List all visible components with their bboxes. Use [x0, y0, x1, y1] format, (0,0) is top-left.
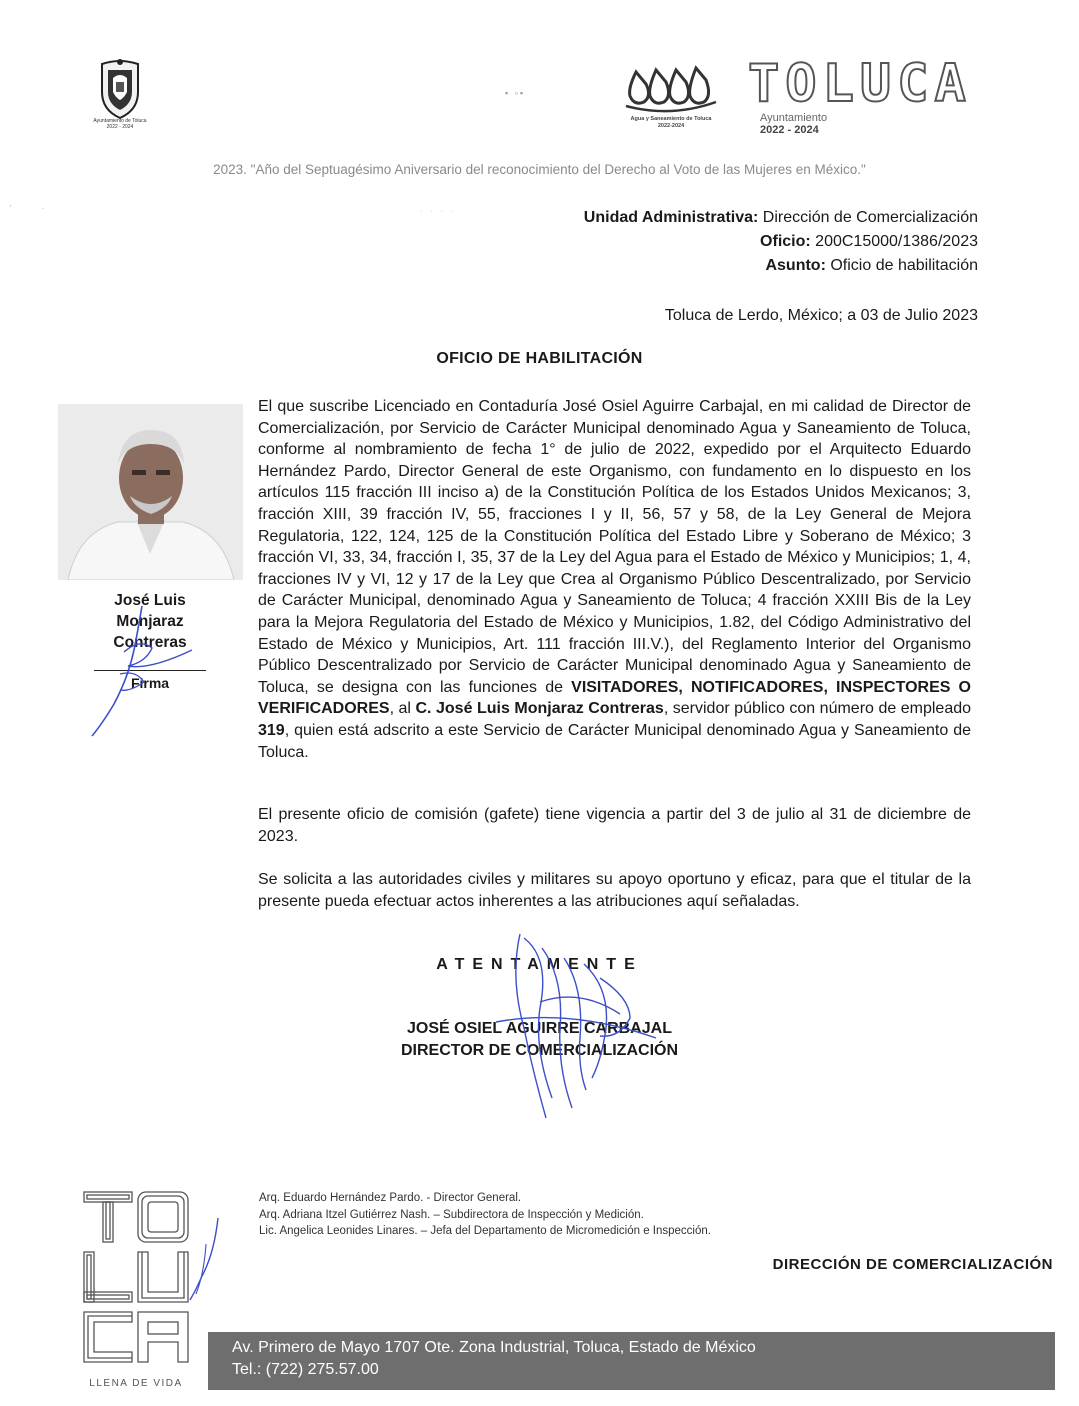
toluca-ayuntamiento-text: Ayuntamiento	[760, 112, 828, 124]
employee-photo	[58, 404, 243, 580]
footer-department: DIRECCIÓN DE COMERCIALIZACIÓN	[772, 1256, 1053, 1273]
oficio-row	[584, 230, 978, 254]
employee-portrait-icon	[58, 404, 243, 580]
signer-name: JOSÉ OSIEL AGUIRRE CARBAJAL	[407, 1020, 672, 1037]
cc-item: Arq. Adriana Itzel Gutiérrez Nash. – Subdirectora de Inspección y Medición.	[259, 1208, 644, 1221]
scan-mark-left: ' ·	[10, 204, 59, 213]
toluca-footer-logo	[80, 1188, 192, 1394]
unit-value: Dirección de Comercialización	[762, 209, 978, 226]
unit-row	[584, 206, 978, 230]
body-p1-employee-name: C. José Luis Monjaraz Contreras	[415, 700, 664, 718]
cc-list	[259, 1190, 711, 1240]
oficio-label: Oficio:	[760, 233, 811, 250]
water-drops-icon	[616, 62, 726, 114]
asunto-row	[584, 254, 978, 278]
body-paragraph-2: El presente oficio de comisión (gafete) tiene vigencia a partir del 3 de julio al 31 de diciembre de 2023.	[258, 806, 971, 845]
ayuntamiento-shield-logo	[80, 58, 160, 136]
agua-caption-line2: 2022-2024	[657, 123, 685, 129]
shield-emblem-icon	[80, 58, 160, 120]
body-p1-employee-number: 319	[258, 721, 285, 739]
toluca-header-logo	[748, 56, 988, 137]
place-date: Toluca de Lerdo, México; a 03 de Julio 2023	[664, 307, 978, 324]
body-p1-text-d: , quien está adscrito a este Servicio de Carácter Municipal denominado Agua y Saneamiento de Toluca.	[258, 721, 971, 761]
toluca-footer-wordmark-icon	[80, 1188, 192, 1374]
body-paragraph-3: Se solicita a las autoridades civiles y militares su apoyo oportuno y eficaz, para que el titular de la presente pueda efectuar actos inherentes a las atribuciones aquí señaladas.	[258, 871, 971, 910]
unit-label: Unidad Administrativa:	[583, 209, 759, 226]
year-motto: 2023. "Año del Septuagésimo Aniversario del reconocimiento del Derecho al Voto de las Mujeres en México."	[213, 162, 866, 177]
body-p1-roles: VISITADORES, NOTIFICADORES, INSPECTORES O VERIFICADORES	[258, 678, 972, 718]
shield-caption-line1: Ayuntamiento de Toluca	[93, 118, 147, 124]
employee-name-line2: Monjaraz	[116, 613, 184, 630]
oficio-value: 200C15000/1386/2023	[815, 233, 978, 250]
scan-speck: ▪ ▫▪	[505, 88, 526, 98]
toluca-years-text: 2022 - 2024	[760, 124, 819, 136]
firma-label: Firma	[130, 675, 170, 691]
employee-name-line1: José Luis	[114, 592, 186, 609]
cc-item: Lic. Angelica Leonides Linares. – Jefa del Departamento de Micromedición e Inspección.	[259, 1225, 711, 1237]
shield-caption-line2: 2022 - 2024	[106, 124, 134, 130]
scan-mark-mid: · · · ·	[420, 208, 457, 215]
reference-block	[584, 206, 978, 278]
footer-pen-stroke-icon	[186, 1214, 226, 1304]
asunto-value: Oficio de habilitación	[830, 257, 978, 274]
body-p1-text-b: , al	[389, 700, 416, 718]
document-title: OFICIO DE HABILITACIÓN	[436, 350, 643, 367]
agua-caption-line1: Agua y Saneamiento de Toluca	[630, 116, 712, 122]
atentamente: ATENTAMENTE	[436, 956, 643, 973]
asunto-label: Asunto:	[765, 257, 826, 274]
toluca-wordmark: TOLUCA	[748, 54, 972, 114]
signer-position: DIRECTOR DE COMERCIALIZACIÓN	[400, 1042, 679, 1059]
body-p1-text-a: El que suscribe Licenciado en Contaduría José Osiel Aguirre Carbajal, en mi calidad de Director de Comercialización, por Servicio de Carácter Municipal denominado Agua y Saneamiento de Toluca, conforme al nombramiento de fecha 1° de julio de 2022, expedido por el Arquitecto Eduardo Hernández Pardo, Director General de este Organismo, con fundamento en lo dispuesto en los artículos 115 fracción III inciso a) de la Constitución Política de los Estados Unidos Mexicanos; 3, fracción XIII, 39 fracción IV, 55, fracciones I y II, 56, 57 y 58, de la Ley General de Mejora Regulatoria, 122, 124, 125 de la Constitución Política del Estado Libre y Soberano de México; 3 fracción VI, 33, 34, fracción I, 35, 37 de la Ley del Agua para el Estado de México y Municipios; 1, 4, fracciones IV y VI, 12 y 17 de la Ley que Crea al Organismo Público Descentralizado, por Servicio de Carácter Municipal, denominado Agua y Saneamiento de Toluca; 4 fracción XXIII Bis de la Ley para la Mejora Regulatoria del Estado de México y Municipios, 1.82, del Código Administrativo del Estado de México y Municipios, Art. 111 fracción III.V.), del Reglamento Interior del Organismo Público Descentralizado por Servicio de Carácter Municipal denominado Agua y Saneamiento de Toluca, se designa con las funciones de	[258, 398, 971, 696]
footer-slogan: LLENA DE VIDA	[89, 1378, 183, 1389]
employee-name-label	[92, 590, 208, 653]
phone-line: Tel.: (722) 275.57.00	[232, 1361, 379, 1378]
employee-name-line3: Contreras	[113, 634, 187, 651]
firma-line	[94, 670, 206, 671]
body-p1-text-c: , servidor público con número de empleado	[663, 700, 972, 718]
body-paragraph-1	[258, 396, 971, 763]
address-line: Av. Primero de Mayo 1707 Ote. Zona Industrial, Toluca, Estado de México	[232, 1339, 756, 1356]
agua-saneamiento-logo	[616, 62, 726, 136]
cc-item: Arq. Eduardo Hernández Pardo. - Director General.	[259, 1192, 522, 1204]
